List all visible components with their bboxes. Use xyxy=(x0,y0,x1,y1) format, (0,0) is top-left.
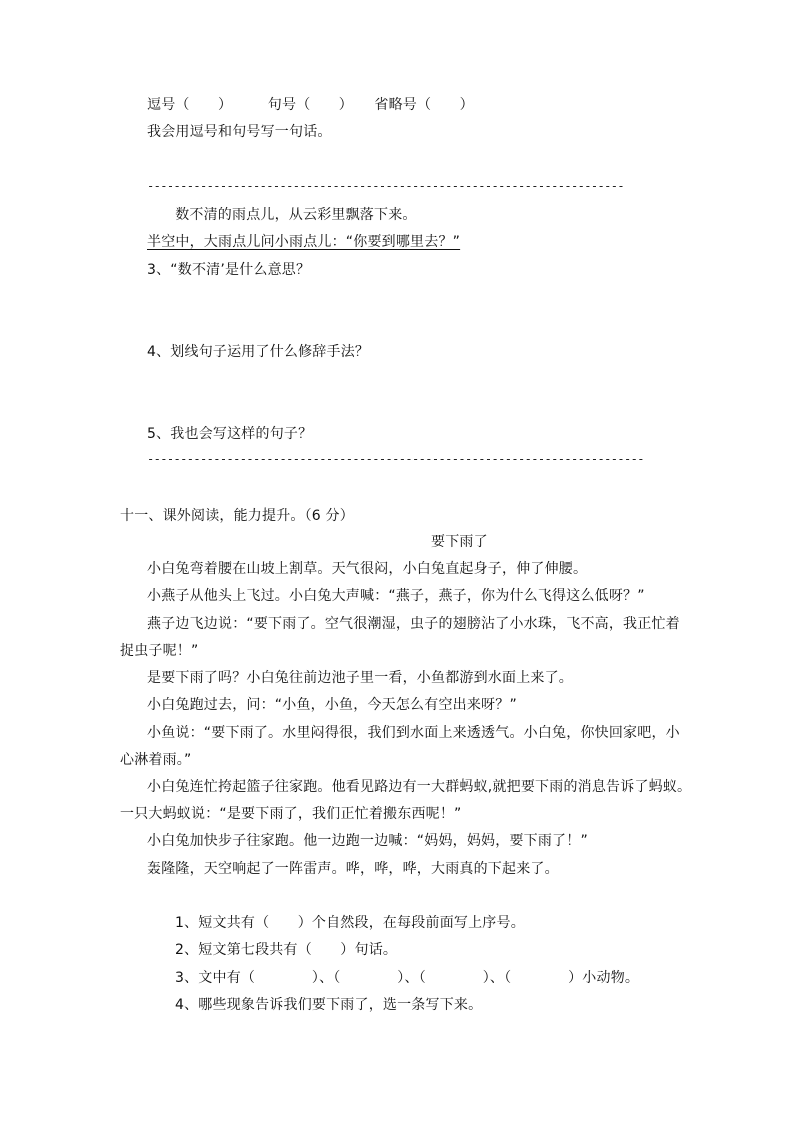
reading-question-4: 4、哪些现象告诉我们要下雨了，选一条写下来。 xyxy=(175,997,483,1013)
reading-question-1: 1、短文共有（ ）个自然段，在每段前面写上序号。 xyxy=(175,915,525,931)
sentence-instruction: 我会用逗号和句号写一句话。 xyxy=(147,124,332,140)
story-paragraph: 小白兔加快步子往家跑。他一边跑一边喊：“妈妈，妈妈，要下雨了！” xyxy=(147,833,588,849)
story-paragraph: 小白兔连忙挎起篮子往家跑。他看见路边有一大群蚂蚁,就把要下雨的消息告诉了蚂蚁。 xyxy=(147,779,692,795)
story-paragraph: 小白兔弯着腰在山坡上割草。天气很闷，小白兔直起身子，伸了伸腰。 xyxy=(147,561,588,577)
question-4: 4、划线句子运用了什么修辞手法？ xyxy=(147,344,370,360)
story-paragraph: 一只大蚂蚁说：“是要下雨了，我们正忙着搬东西呢！” xyxy=(120,806,462,822)
story-title: 要下雨了 xyxy=(431,534,488,550)
section-heading: 十一、课外阅读，能力提升。（6 分） xyxy=(120,508,354,524)
story-paragraph: 小鱼说：“要下雨了。水里闷得很，我们到水面上来透透气。小白兔，你快回家吧，小 xyxy=(147,725,680,741)
reading-question-3: 3、文中有（ ）、（ ）、（ ）、（ ）小动物。 xyxy=(175,970,640,986)
reading-question-2: 2、短文第七段共有（ ）句话。 xyxy=(175,942,398,958)
punctuation-question: 逗号（ ） 句号（ ） 省略号（ ） xyxy=(147,97,474,113)
story-paragraph: 心淋着雨。” xyxy=(120,752,192,768)
poem-line: 数不清的雨点儿，从云彩里飘落下来。 xyxy=(161,207,417,223)
story-paragraph: 轰隆隆，天空响起了一阵雷声。哗，哗，哗，大雨真的下起来了。 xyxy=(147,861,559,877)
question-3: 3、“数不清’是什么意思？ xyxy=(147,262,311,278)
poem-line-underlined: 半空中，大雨点儿问小雨点儿：“你要到哪里去？” xyxy=(147,234,461,250)
question-5: 5、我也会写这样的句子？ xyxy=(147,426,313,442)
answer-line: --------------------------------------------------------------------------- xyxy=(147,452,644,466)
story-paragraph: 燕子边飞边说：“要下雨了。空气很潮湿，虫子的翅膀沾了小水珠，飞不高，我正忙着 xyxy=(147,616,680,632)
story-paragraph: 小白兔跑过去，问：“小鱼，小鱼，今天怎么有空出来呀？” xyxy=(147,697,517,713)
answer-line: ------------------------------------------------------------------------ xyxy=(147,179,624,193)
story-paragraph: 是要下雨了吗？小白兔往前边池子里一看，小鱼都游到水面上来了。 xyxy=(147,670,573,686)
story-paragraph: 小燕子从他头上飞过。小白兔大声喊：“燕子，燕子，你为什么飞得这么低呀？” xyxy=(147,588,645,604)
story-paragraph: 捉虫子呢！” xyxy=(120,643,199,659)
